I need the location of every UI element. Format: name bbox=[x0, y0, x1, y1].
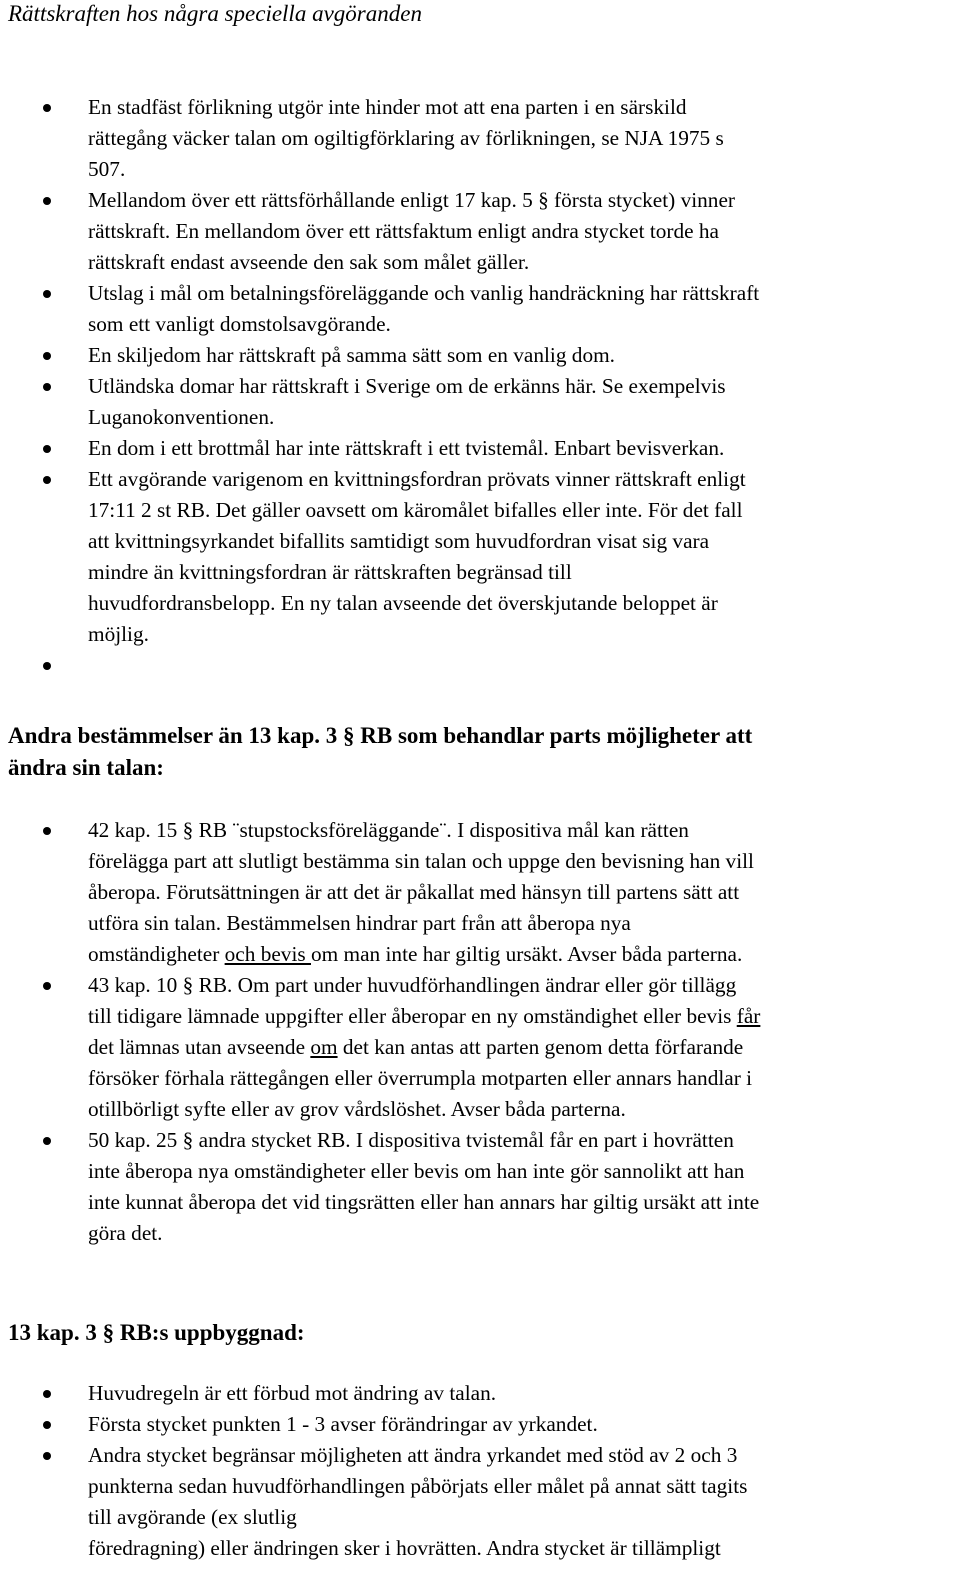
text-line: föredragning) eller ändringen sker i hovrätten. Andra stycket är tillämpligt bbox=[88, 1536, 721, 1560]
bullet-list-rattskraft bbox=[0, 92, 759, 681]
text-line: det lämnas utan avseende om det kan antas att parten genom detta förfarande bbox=[88, 1035, 744, 1059]
list-item bbox=[0, 433, 759, 464]
text-line: 507. bbox=[88, 157, 126, 181]
bullet-list-andra-bestammelser bbox=[0, 815, 760, 1249]
list-item bbox=[0, 1378, 747, 1409]
text-line: Andra stycket begränsar möjligheten att ändra yrkandet med stöd av 2 och 3 bbox=[88, 1443, 738, 1467]
text-line: Mellandom över ett rättsförhållande enligt 17 kap. 5 § första stycket) vinner bbox=[88, 188, 735, 212]
list-item bbox=[0, 1125, 760, 1249]
text-line: 17:11 2 st RB. Det gäller oavsett om käromålet bifalles eller inte. För det fall bbox=[88, 498, 743, 522]
text-line: rättegång väcker talan om ogiltigförklaring av förlikningen, se NJA 1975 s bbox=[88, 126, 724, 150]
list-item bbox=[0, 464, 759, 650]
text-line: utföra sin talan. Bestämmelsen hindrar part från att åberopa nya bbox=[88, 911, 631, 935]
section-heading-andra-bestammelser bbox=[8, 720, 752, 784]
text-line: Utslag i mål om betalningsföreläggande och vanlig handräckning har rättskraft bbox=[88, 281, 760, 305]
list-item bbox=[0, 340, 759, 371]
text-line: rättskraft. En mellandom över ett rättsfaktum enligt andra stycket torde ha bbox=[88, 219, 720, 243]
page-title: Rättskraften hos några speciella avgöranden bbox=[8, 1, 422, 26]
text-line: punkterna sedan huvudförhandlingen påbörjats eller målet på annat sätt tagits bbox=[88, 1474, 748, 1498]
empty-list-item bbox=[0, 650, 759, 681]
underlined-text: får bbox=[736, 1004, 761, 1028]
list-item bbox=[0, 815, 760, 970]
text-line: göra det. bbox=[88, 1221, 163, 1245]
text-line: omständigheter och bevis om man inte har giltig ursäkt. Avser båda parterna. bbox=[88, 942, 743, 966]
text-line: 42 kap. 15 § RB ¨stupstocksföreläggande¨. I dispositiva mål kan rätten bbox=[88, 818, 689, 842]
text-line: mindre än kvittningsfordran är rättskraften begränsad till bbox=[88, 560, 572, 584]
text-line: till avgörande (ex slutlig bbox=[88, 1505, 297, 1529]
list-item bbox=[0, 970, 760, 1125]
text-line: att kvittningsyrkandet bifallits samtidigt som huvudfordran visat sig vara bbox=[88, 529, 710, 553]
bullet-list-uppbyggnad bbox=[0, 1378, 747, 1564]
text-line: åberopa. Förutsättningen är att det är påkallat med hänsyn till partens sätt att bbox=[88, 880, 740, 904]
text-line: försöker förhala rättegången eller överrumpla motparten eller annars handlar i bbox=[88, 1066, 753, 1090]
text-line: som ett vanligt domstolsavgörande. bbox=[88, 312, 391, 336]
text-line: otillbörligt syfte eller av grov vårdslöshet. Avser båda parterna. bbox=[88, 1097, 626, 1121]
list-item bbox=[0, 371, 759, 433]
list-item bbox=[0, 1409, 747, 1440]
underlined-text: och bevis bbox=[224, 942, 311, 966]
list-item bbox=[0, 1440, 747, 1564]
section-heading-uppbyggnad: 13 kap. 3 § RB:s uppbyggnad: bbox=[8, 1320, 305, 1345]
text-line: rättskraft endast avseende den sak som målet gäller. bbox=[88, 250, 530, 274]
text-line: En skiljedom har rättskraft på samma sätt som en vanlig dom. bbox=[88, 343, 615, 367]
text-line: Luganokonventionen. bbox=[88, 405, 275, 429]
text-line: Utländska domar har rättskraft i Sverige om de erkänns här. Se exempelvis bbox=[88, 374, 726, 398]
text-line: Ett avgörande varigenom en kvittningsfordran prövats vinner rättskraft enligt bbox=[88, 467, 746, 491]
text-line: inte åberopa nya omständigheter eller bevis om han inte gör sannolikt att han bbox=[88, 1159, 745, 1183]
text-line: inte kunnat åberopa det vid tingsrätten eller han annars har giltig ursäkt att inte bbox=[88, 1190, 760, 1214]
list-item bbox=[0, 92, 759, 185]
text-line: En dom i ett brottmål har inte rättskraft i ett tvistemål. Enbart bevisverkan. bbox=[88, 436, 725, 460]
text-line: Första stycket punkten 1 - 3 avser förändringar av yrkandet. bbox=[88, 1412, 598, 1436]
heading-line: ändra sin talan: bbox=[8, 755, 164, 780]
text-line: möjlig. bbox=[88, 622, 149, 646]
text-line: Huvudregeln är ett förbud mot ändring av talan. bbox=[88, 1381, 497, 1405]
text-line: En stadfäst förlikning utgör inte hinder mot att ena parten i en särskild bbox=[88, 95, 687, 119]
text-line: förelägga part att slutligt bestämma sin talan och uppge den bevisning han vill bbox=[88, 849, 754, 873]
heading-line: Andra bestämmelser än 13 kap. 3 § RB som behandlar parts möjligheter att bbox=[8, 723, 753, 748]
list-item bbox=[0, 278, 759, 340]
text-line: huvudfordransbelopp. En ny talan avseende det överskjutande beloppet är bbox=[88, 591, 718, 615]
list-item bbox=[0, 185, 759, 278]
text-line: 50 kap. 25 § andra stycket RB. I dispositiva tvistemål får en part i hovrätten bbox=[88, 1128, 734, 1152]
text-line: 43 kap. 10 § RB. Om part under huvudförhandlingen ändrar eller gör tillägg bbox=[88, 973, 737, 997]
text-line: till tidigare lämnade uppgifter eller åberopar en ny omständighet eller bevis får bbox=[88, 1004, 761, 1028]
underlined-text: om bbox=[310, 1035, 338, 1059]
